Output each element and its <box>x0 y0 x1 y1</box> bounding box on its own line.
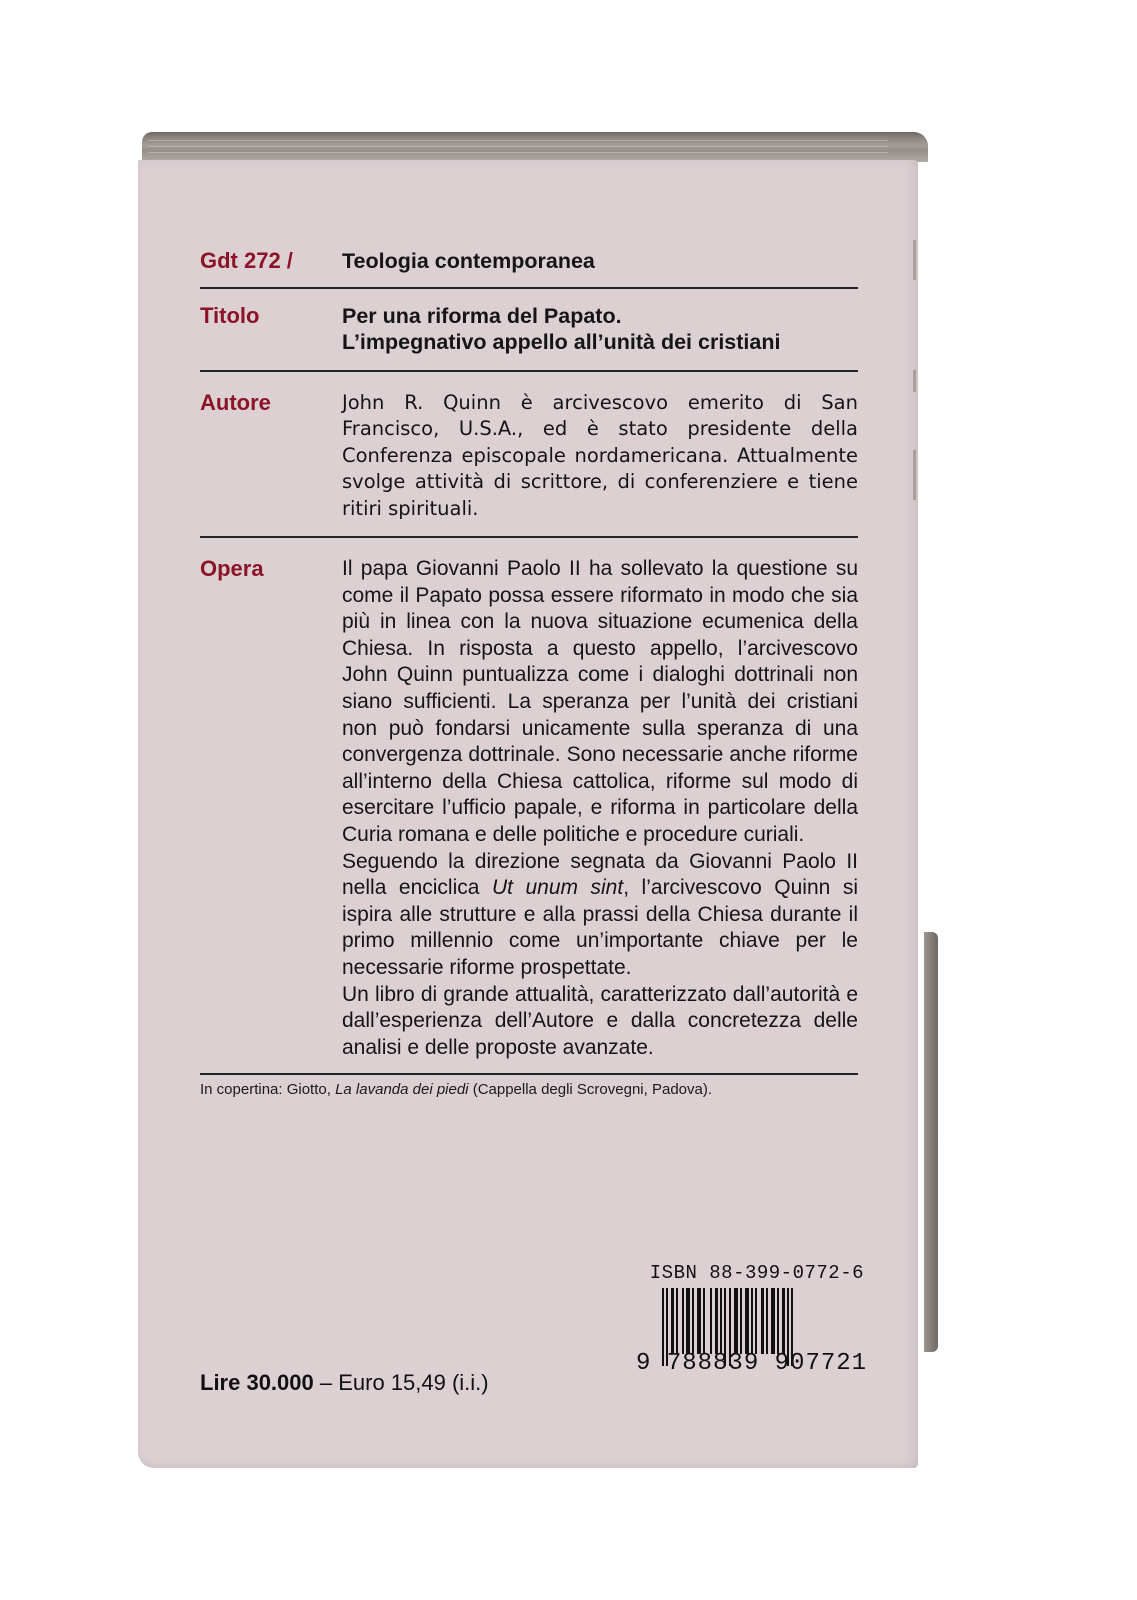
isbn-number: ISBN 88-399-0772-6 <box>649 1262 864 1284</box>
title-line-2: L’impegnativo appello all’unità dei cristiani <box>342 330 781 354</box>
work-paragraph-2 <box>342 849 858 982</box>
ean-first-digit: 9 <box>636 1350 652 1377</box>
artwork-title: La lavanda dei piedi <box>335 1080 469 1098</box>
encyclical-title: Ut unum sint <box>491 876 624 900</box>
work-paragraph-3: Un libro di grande attualità, caratterizzato dall’autorità e dall’esperienza dell’Autore e dalla concretezza delle analisi e delle proposte avanzate. <box>342 982 858 1059</box>
cover-credit <box>200 1081 858 1098</box>
work-paragraph-1: Il papa Giovanni Paolo II ha sollevato la questione su come il Papato possa essere riformato in modo che sia più in linea con la nuova situazione ecumenica della Chiesa. In risposta a questo appello, l’arcivescovo John Quinn puntualizza come i dialoghi dottrinali non siano sufficienti. La speranza per l’unità dei cristiani non può fondarsi unicamente sulla speranza di una convergenza dottrinale. Sono necessarie anche riforme all’interno della Chiesa cattolica, riforme sul modo di esercitare l’ufficio papale, e riforma in particolare della Curia romana e delle politiche e procedure curiali. <box>342 557 858 846</box>
credit-prefix: In copertina: Giotto, <box>200 1080 336 1098</box>
ean-right-group: 907721 <box>774 1350 868 1377</box>
text-segment: , l’arcivescovo Quinn si ispira alle strutture e alla prassi della Chiesa durante il primo millennio come un’importante chiave per le necessarie riforme prospettate. <box>342 876 858 979</box>
divider <box>200 536 858 538</box>
text-segment: Seguendo la direzione segnata da Giovanni Paolo II nella enciclica <box>342 849 858 900</box>
author-label: Autore <box>200 389 271 415</box>
book-back-cover <box>138 132 930 1468</box>
work-description <box>342 556 858 1061</box>
series-row <box>200 248 858 275</box>
book-title <box>342 303 858 356</box>
cover-text <box>200 248 858 1098</box>
work-label: Opera <box>200 556 264 581</box>
isbn-barcode <box>636 1262 868 1377</box>
ean-digits <box>636 1350 868 1377</box>
divider <box>200 287 858 289</box>
author-row <box>200 390 858 523</box>
series-name: Teologia contemporanea <box>342 249 595 273</box>
title-row <box>200 303 858 356</box>
cover-panel <box>138 160 918 1468</box>
title-label: Titolo <box>200 302 260 328</box>
price <box>200 1370 489 1396</box>
ean-left-group: 788839 <box>666 1350 760 1377</box>
series-label: Gdt 272 / <box>200 248 293 273</box>
price-lire: Lire 30.000 <box>200 1370 314 1395</box>
work-row <box>200 556 858 1061</box>
divider <box>200 1073 858 1075</box>
price-euro: Euro 15,49 (i.i.) <box>338 1370 489 1395</box>
credit-suffix: (Cappella degli Scrovegni, Padova). <box>468 1080 713 1098</box>
title-line-1: Per una riforma del Papato. <box>342 303 622 328</box>
divider <box>200 370 858 372</box>
author-bio: John R. Quinn è arcivescovo emerito di San Francisco, U.S.A., ed è stato presidente della Conferenza episcopale nordamericana. Attualmente svolge attività di scrittore, di conferenziere e tiene ritiri spirituali. <box>342 390 858 520</box>
price-separator: – <box>313 1370 339 1395</box>
barcode-icon <box>662 1288 864 1354</box>
page-edges-top <box>142 132 928 162</box>
page-edges-right <box>924 932 938 1352</box>
